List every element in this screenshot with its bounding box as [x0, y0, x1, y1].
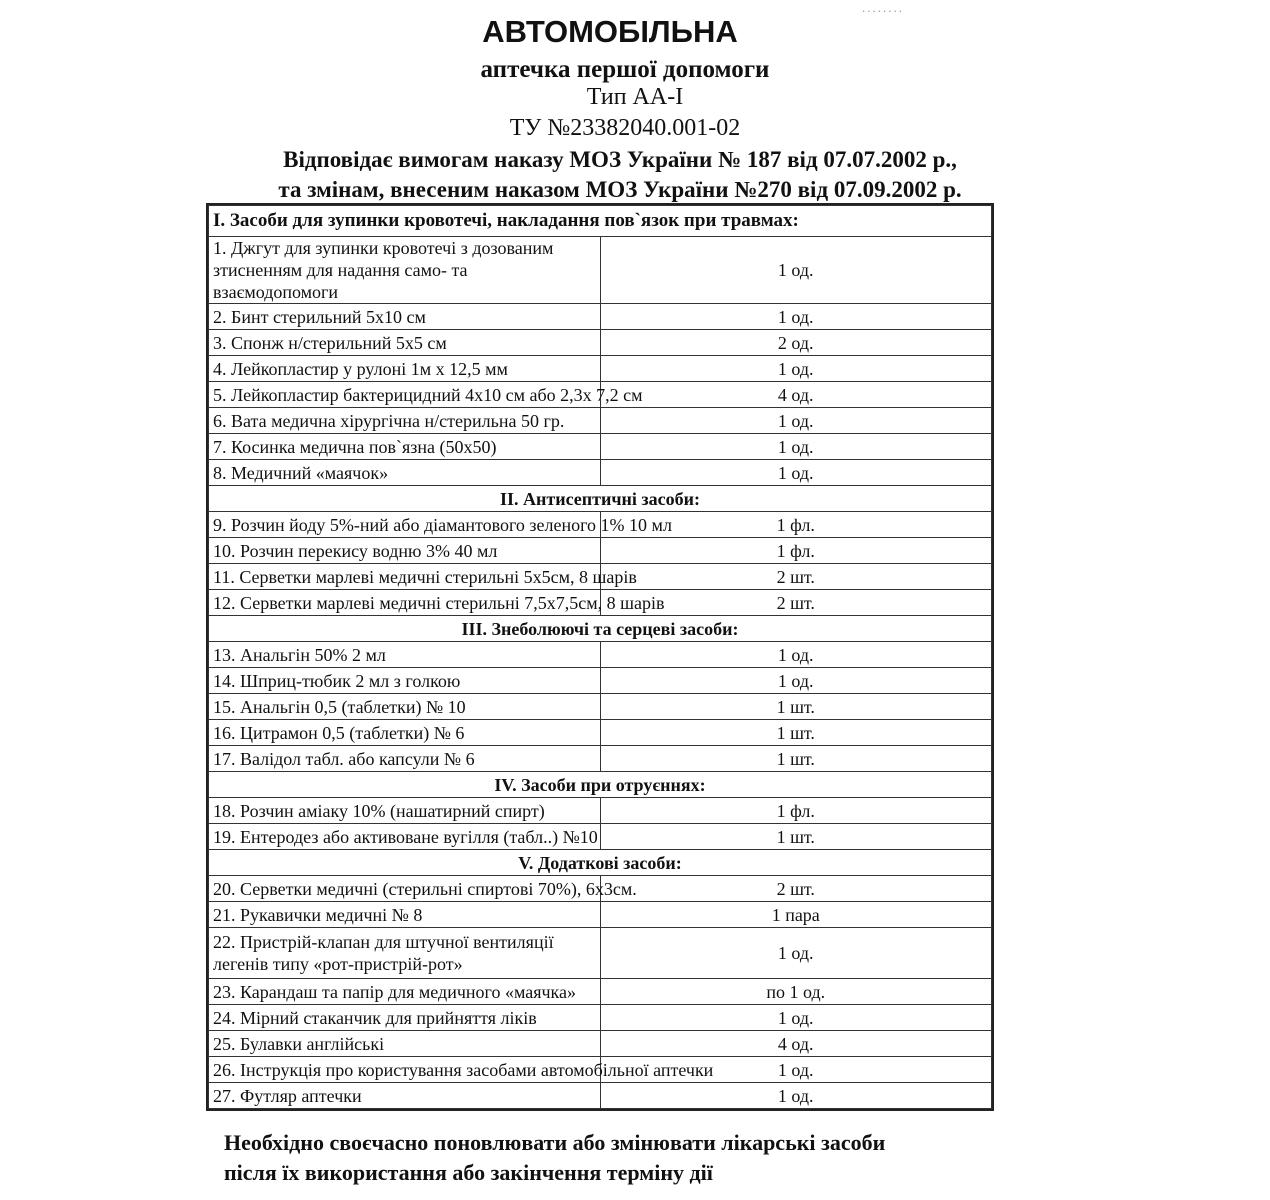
item-name: 18. Розчин аміаку 10% (нашатирний спирт) [209, 798, 601, 824]
table-row [209, 928, 992, 979]
table-row [209, 902, 992, 928]
document-subtitle: аптечка першої допомоги [480, 56, 770, 83]
item-name: 7. Косинка медична пов`язна (50х50) [209, 434, 601, 460]
section-title: І. Засоби для зупинки кровотечі, накладання пов`язок при травмах: [209, 206, 992, 237]
table-row [209, 304, 992, 330]
item-name: 5. Лейкопластир бактерицидний 4х10 см або 2,3х 7,2 см [209, 382, 601, 408]
item-name: 19. Ентеродез або активоване вугілля (табл..) №10 [209, 824, 601, 850]
item-quantity: 1 од. [600, 304, 992, 330]
corner-mark: ........ [862, 0, 904, 15]
item-name: 1. Джгут для зупинки кровотечі з дозованим зтисненням для надання само- та взаємодопомоги [209, 237, 601, 304]
section-header-row [209, 616, 992, 642]
item-name: 23. Карандаш та папір для медичного «маячка» [209, 979, 601, 1005]
item-quantity: 1 пара [600, 902, 992, 928]
section-header-row [209, 772, 992, 798]
item-name: 21. Рукавички медичні № 8 [209, 902, 601, 928]
item-name: 22. Пристрій-клапан для штучної вентиляції легенів типу «рот-пристрій-рот» [209, 928, 601, 979]
table-row [209, 512, 992, 538]
section-title: IV. Засоби при отруєннях: [209, 772, 992, 798]
item-name: 14. Шприц-тюбик 2 мл з голкою [209, 668, 601, 694]
footer-note [224, 1128, 1024, 1188]
item-name: 12. Серветки марлеві медичні стерильні 7,5х7,5см, 8 шарів [209, 590, 601, 616]
item-name: 16. Цитрамон 0,5 (таблетки) № 6 [209, 720, 601, 746]
item-quantity: 1 шт. [600, 694, 992, 720]
item-name: 13. Анальгін 50% 2 мл [209, 642, 601, 668]
item-name: 11. Серветки марлеві медичні стерильні 5х5см, 8 шарів [209, 564, 601, 590]
item-name: 26. Інструкція про користування засобами автомобільної аптечки [209, 1057, 601, 1083]
section-title: ІІІ. Знеболюючі та серцеві засоби: [209, 616, 992, 642]
document-title: АВТОМОБІЛЬНА [482, 14, 738, 49]
item-quantity: 1 од. [600, 1083, 992, 1109]
item-name: 3. Спонж н/стерильний 5х5 см [209, 330, 601, 356]
table-row [209, 590, 992, 616]
item-name: 27. Футляр аптечки [209, 1083, 601, 1109]
section-title: V. Додаткові засоби: [209, 850, 992, 876]
item-name: 8. Медичний «маячок» [209, 460, 601, 486]
item-quantity: 1 фл. [600, 538, 992, 564]
item-name: 17. Валідол табл. або капсули № 6 [209, 746, 601, 772]
item-name: 9. Розчин йоду 5%-ний або діамантового зеленого 1% 10 мл [209, 512, 601, 538]
item-name: 15. Анальгін 0,5 (таблетки) № 10 [209, 694, 601, 720]
item-name: 6. Вата медична хірургічна н/стерильна 50 гр. [209, 408, 601, 434]
item-quantity: 1 од. [600, 408, 992, 434]
table-row [209, 408, 992, 434]
compliance-line-2: та змінам, внесеним наказом МОЗ України №270 від 07.09.2002 р. [278, 177, 962, 202]
table-row [209, 1005, 992, 1031]
item-quantity: 1 од. [600, 642, 992, 668]
table-row [209, 824, 992, 850]
table-row [209, 668, 992, 694]
item-name: 20. Серветки медичні (стерильні спиртові 70%), 6х3см. [209, 876, 601, 902]
table-row [209, 330, 992, 356]
table-row [209, 694, 992, 720]
item-quantity: 1 шт. [600, 746, 992, 772]
table-row [209, 876, 992, 902]
table-row [209, 237, 992, 304]
compliance-line-1: Відповідає вимогам наказу МОЗ України № 187 від 07.07.2002 р., [283, 147, 957, 172]
section-title: ІІ. Антисептичні засоби: [209, 486, 992, 512]
table-row [209, 460, 992, 486]
table-row [209, 356, 992, 382]
compliance-text [230, 145, 1010, 205]
section-header-row [209, 850, 992, 876]
item-quantity: 1 од. [600, 928, 992, 979]
item-name: 25. Булавки англійські [209, 1031, 601, 1057]
item-quantity: 4 од. [600, 382, 992, 408]
table-row [209, 434, 992, 460]
item-quantity: по 1 од. [600, 979, 992, 1005]
item-name: 24. Мірний стаканчик для прийняття ліків [209, 1005, 601, 1031]
item-name: 10. Розчин перекису водню 3% 40 мл [209, 538, 601, 564]
item-quantity: 1 од. [600, 237, 992, 304]
item-quantity: 1 шт. [600, 824, 992, 850]
table-row [209, 746, 992, 772]
item-quantity: 1 од. [600, 1057, 992, 1083]
item-quantity: 1 од. [600, 1005, 992, 1031]
item-quantity: 1 фл. [600, 798, 992, 824]
section-header-row [209, 206, 992, 237]
footer-line-1: Необхідно своєчасно поновлювати або змінювати лікарські засоби [224, 1130, 886, 1155]
item-quantity: 1 од. [600, 460, 992, 486]
item-quantity: 2 шт. [600, 876, 992, 902]
table-row [209, 979, 992, 1005]
item-name: 4. Лейкопластир у рулоні 1м х 12,5 мм [209, 356, 601, 382]
table-row [209, 798, 992, 824]
section-header-row [209, 486, 992, 512]
table-row [209, 1057, 992, 1083]
footer-line-2: після їх використання або закінчення терміну дії [224, 1160, 713, 1185]
item-quantity: 2 шт. [600, 590, 992, 616]
item-quantity: 2 од. [600, 330, 992, 356]
table-row [209, 382, 992, 408]
item-quantity: 2 шт. [600, 564, 992, 590]
item-quantity: 1 шт. [600, 720, 992, 746]
contents-table-body [209, 206, 992, 1109]
kit-type: Тип АА-І [586, 84, 684, 110]
table-row [209, 538, 992, 564]
item-name: 2. Бинт стерильний 5х10 см [209, 304, 601, 330]
table-row [209, 642, 992, 668]
item-quantity: 1 од. [600, 434, 992, 460]
table-row [209, 564, 992, 590]
table-row [209, 1031, 992, 1057]
tu-number: ТУ №23382040.001-02 [509, 115, 741, 141]
item-quantity: 1 фл. [600, 512, 992, 538]
item-quantity: 1 од. [600, 668, 992, 694]
table-row [209, 720, 992, 746]
item-quantity: 4 од. [600, 1031, 992, 1057]
table-row [209, 1083, 992, 1109]
contents-table [206, 203, 994, 1111]
item-quantity: 1 од. [600, 356, 992, 382]
